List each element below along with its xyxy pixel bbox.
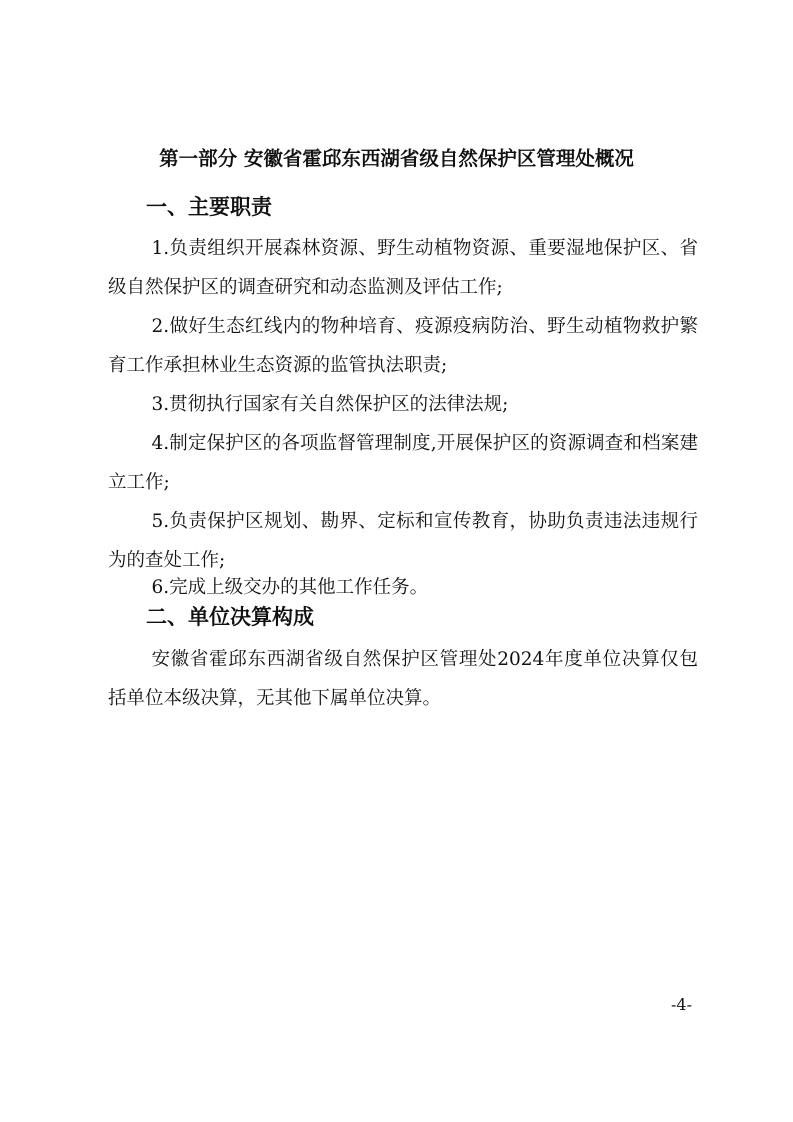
duty-paragraph-1: 1.负责组织开展森林资源、野生动植物资源、重要湿地保护区、省级自然保护区的调查研究和动态监测及评估工作; <box>108 238 698 298</box>
section-heading-duties: 一、主要职责 <box>146 195 272 219</box>
duty-paragraph-6: 6.完成上级交办的其他工作任务。 <box>151 577 429 598</box>
duty-paragraph-3: 3.贯彻执行国家有关自然保护区的法律法规; <box>151 394 509 415</box>
section-heading-composition: 二、单位决算构成 <box>146 605 314 629</box>
document-title: 第一部分 安徽省霍邱东西湖省级自然保护区管理处概况 <box>159 147 634 170</box>
composition-paragraph: 安徽省霍邱东西湖省级自然保护区管理处2024年度单位决算仅包括单位本级决算，无其他下属单位决算。 <box>108 649 698 709</box>
duty-paragraph-2: 2.做好生态红线内的物种培育、疫源疫病防治、野生动植物救护繁育工作承担林业生态资源的监管执法职责; <box>108 316 698 376</box>
duty-paragraph-5: 5.负责保护区规划、勘界、定标和宣传教育，协助负责违法违规行为的查处工作; <box>108 511 698 571</box>
duty-paragraph-4: 4.制定保护区的各项监督管理制度,开展保护区的资源调查和档案建立工作; <box>108 433 698 493</box>
page-number: -4- <box>671 995 692 1014</box>
